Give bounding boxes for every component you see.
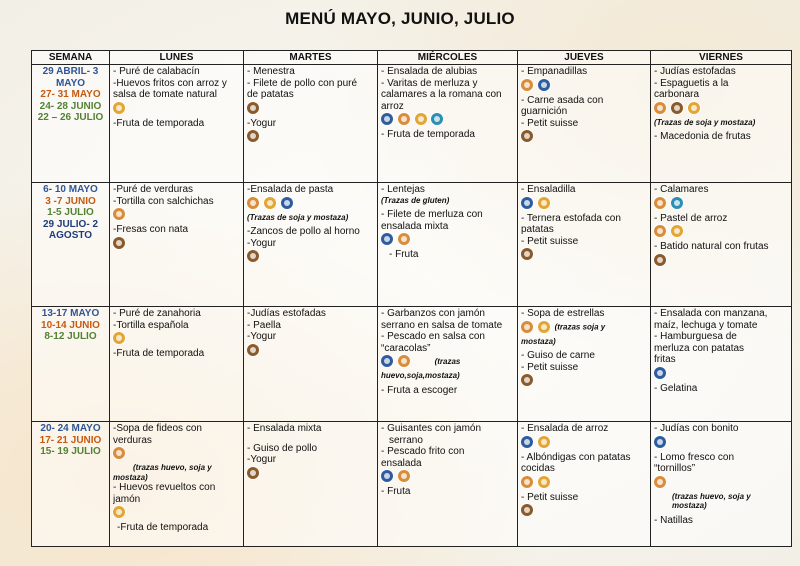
gluten-allergen-icon	[654, 225, 666, 237]
dish: -Zancos de pollo al horno	[247, 226, 360, 237]
week-row	[32, 422, 792, 547]
dish: - Macedonia de frutas	[654, 131, 751, 142]
header-row	[32, 51, 792, 65]
dish: - Empanadillas	[521, 66, 588, 77]
traces-note: (Trazas de soja y mostaza)	[654, 117, 756, 127]
week-dates	[32, 183, 110, 307]
date-range: 29 JULIO- 2	[42, 218, 99, 230]
fish-allergen-icon	[654, 367, 666, 379]
dish: - Petit suisse	[521, 117, 579, 129]
traces-note: (trazas	[434, 356, 461, 366]
milk-allergen-icon	[247, 344, 259, 356]
day-menu-jueves	[518, 65, 651, 183]
header-viernes: VIERNES	[651, 51, 792, 65]
date-range: 20- 24 MAYO	[40, 423, 101, 434]
week-dates	[32, 65, 110, 183]
day-menu-miercoles	[378, 183, 518, 307]
milk-allergen-icon	[247, 102, 259, 114]
gluten-allergen-icon	[654, 197, 666, 209]
gluten-allergen-icon	[521, 476, 533, 488]
week-dates	[32, 307, 110, 422]
milk-allergen-icon	[654, 254, 666, 266]
dish: - Calamares	[654, 184, 709, 195]
egg-allergen-icon	[113, 332, 125, 344]
date-range: 29 ABRIL- 3	[42, 66, 99, 77]
date-range: 27- 31 MAYO	[40, 89, 101, 100]
gluten-allergen-icon	[113, 208, 125, 220]
dish: verduras	[113, 434, 152, 446]
dish: - Natillas	[654, 514, 693, 526]
dish: - Judías estofadas	[654, 66, 736, 77]
day-menu-lunes	[110, 65, 244, 183]
date-range: MAYO	[55, 77, 86, 89]
dish: -Fruta de temporada	[117, 522, 209, 533]
day-menu-martes	[244, 422, 378, 547]
date-range: 8-12 JULIO	[44, 331, 97, 342]
fish-allergen-icon	[381, 470, 393, 482]
dish: -Huevos fritos con arroz y	[113, 77, 227, 89]
dish: -Judías estofadas	[247, 308, 326, 319]
milk-allergen-icon	[247, 130, 259, 142]
day-menu-viernes	[651, 307, 792, 422]
traces-note: mostaza)	[521, 336, 556, 346]
dish: -Fruta de temporada	[113, 348, 205, 359]
date-range: 17- 21 JUNIO	[39, 434, 102, 446]
header-miercoles: MIÉRCOLES	[378, 51, 518, 65]
week-dates	[32, 422, 110, 547]
traces-note: (trazas huevo, soja y	[133, 463, 212, 472]
dish: - Menestra	[247, 66, 295, 77]
dish: - Fruta a escoger	[381, 384, 458, 396]
gluten-allergen-icon	[521, 321, 533, 333]
dish: guarnición	[521, 106, 568, 117]
milk-allergen-icon	[113, 237, 125, 249]
egg-allergen-icon	[538, 476, 550, 488]
date-range: 3 -7 JUNIO	[45, 195, 96, 207]
fish-allergen-icon	[654, 436, 666, 448]
day-menu-lunes	[110, 422, 244, 547]
fish-allergen-icon	[538, 79, 550, 91]
page-title: MENÚ MAYO, JUNIO, JULIO	[285, 9, 515, 28]
day-menu-jueves	[518, 307, 651, 422]
dish: -Puré de verduras	[113, 184, 194, 195]
dish: -Yogur	[247, 454, 277, 465]
day-menu-martes	[244, 183, 378, 307]
dish: salsa de tomate natural	[113, 89, 217, 100]
dish: -Fresas con nata	[113, 224, 189, 235]
day-menu-jueves	[518, 422, 651, 547]
fish-allergen-icon	[281, 197, 293, 209]
dish: serrano en salsa de tomate	[381, 319, 503, 331]
dish: - Fruta de temporada	[381, 129, 475, 140]
dish: - Ensaladilla	[521, 184, 576, 195]
gluten-allergen-icon	[398, 470, 410, 482]
dish: fritas	[654, 354, 676, 365]
dish: “tornillos”	[654, 463, 696, 474]
date-range: 6- 10 MAYO	[43, 184, 98, 195]
dish: - Batido natural con frutas	[654, 241, 769, 252]
date-range: 10-14 JUNIO	[41, 319, 100, 331]
dish: -Sopa de fideos con	[113, 423, 202, 434]
dish: - Filete de merluza con	[381, 209, 483, 220]
dish: carbonara	[654, 89, 700, 100]
dish: - Huevos revueltos con	[113, 482, 216, 493]
egg-allergen-icon	[113, 102, 125, 114]
gluten-allergen-icon	[398, 355, 410, 367]
dish: -Fruta de temporada	[113, 117, 205, 129]
day-menu-lunes	[110, 183, 244, 307]
dish: - Hamburguesa de	[654, 331, 737, 342]
dish: -Yogur	[247, 117, 277, 129]
traces-note: (trazas soja y	[554, 322, 606, 332]
milk-allergen-icon	[671, 102, 683, 114]
dish: ensalada	[381, 457, 422, 469]
date-range: 24- 28 JUNIO	[39, 100, 102, 112]
dish: -Tortilla con salchichas	[113, 195, 214, 207]
dish: -Yogur	[247, 331, 277, 342]
dish: - Petit suisse	[521, 235, 579, 247]
day-menu-viernes	[651, 183, 792, 307]
dish: patatas	[521, 224, 554, 235]
dish: - Fruta	[389, 249, 419, 260]
mollusc-allergen-icon	[431, 113, 443, 125]
gluten-allergen-icon	[398, 113, 410, 125]
date-range: 13-17 MAYO	[41, 308, 100, 319]
dish: -Tortilla española	[113, 319, 189, 331]
dish: - Sopa de estrellas	[521, 308, 605, 319]
dish: jamón	[113, 493, 141, 505]
egg-allergen-icon	[538, 321, 550, 333]
dish: - Ensalada de arroz	[521, 423, 609, 434]
fish-allergen-icon	[521, 436, 533, 448]
dish: - Ensalada mixta	[247, 423, 322, 434]
dish: merluza con patatas	[654, 342, 745, 354]
milk-allergen-icon	[521, 248, 533, 260]
egg-allergen-icon	[538, 197, 550, 209]
dish: calamares a la romana con	[381, 89, 502, 100]
week-row	[32, 65, 792, 183]
day-menu-viernes	[651, 422, 792, 547]
traces-note: (Trazas de gluten)	[381, 195, 450, 205]
egg-allergen-icon	[671, 225, 683, 237]
dish: - Guiso de pollo	[247, 442, 318, 454]
dish: - Ensalada con manzana,	[654, 308, 768, 319]
fish-allergen-icon	[381, 113, 393, 125]
egg-allergen-icon	[415, 113, 427, 125]
fish-allergen-icon	[381, 355, 393, 367]
dish: - Carne asada con	[521, 94, 604, 106]
day-menu-martes	[244, 307, 378, 422]
dish: - Petit suisse	[521, 361, 579, 373]
date-range: 1-5 JULIO	[47, 207, 94, 218]
milk-allergen-icon	[521, 130, 533, 142]
week-row	[32, 307, 792, 422]
gluten-allergen-icon	[654, 102, 666, 114]
dish: cocidas	[521, 463, 555, 474]
egg-allergen-icon	[688, 102, 700, 114]
gluten-allergen-icon	[247, 197, 259, 209]
dish: - Lentejas	[381, 184, 425, 195]
dish: - Filete de pollo con puré	[247, 77, 358, 89]
dish: - Puré de zanahoria	[113, 308, 201, 319]
traces-note: (trazas huevo, soja y	[672, 491, 751, 501]
day-menu-jueves	[518, 183, 651, 307]
dish: - Puré de calabacín	[113, 66, 200, 77]
egg-allergen-icon	[538, 436, 550, 448]
header-jueves: JUEVES	[518, 51, 651, 65]
milk-allergen-icon	[521, 504, 533, 516]
day-menu-martes	[244, 65, 378, 183]
dish: de patatas	[247, 89, 294, 100]
traces-note: mostaza)	[113, 472, 148, 482]
traces-note: mostaza)	[672, 501, 707, 510]
dish: - Espaguetis a la	[654, 77, 729, 89]
dish: serrano	[389, 434, 423, 446]
traces-note: huevo,soja,mostaza)	[381, 371, 460, 380]
header-semana: SEMANA	[32, 51, 110, 65]
day-menu-viernes	[651, 65, 792, 183]
day-menu-lunes	[110, 307, 244, 422]
mollusc-allergen-icon	[671, 197, 683, 209]
dish: - Guisantes con jamón	[381, 423, 482, 434]
dish: - Pastel de arroz	[654, 212, 728, 224]
egg-allergen-icon	[264, 197, 276, 209]
egg-allergen-icon	[113, 506, 125, 518]
traces-note: (Trazas de soja y mostaza)	[247, 212, 349, 222]
fish-allergen-icon	[381, 233, 393, 245]
date-range: 22 – 26 JULIO	[37, 112, 104, 123]
day-menu-miercoles	[378, 422, 518, 547]
dish: ensalada mixta	[381, 220, 449, 232]
gluten-allergen-icon	[521, 79, 533, 91]
dish: “caracolas”	[381, 342, 431, 354]
dish: - Varitas de merluza y	[381, 77, 478, 89]
dish: - Fruta	[381, 486, 411, 497]
milk-allergen-icon	[247, 467, 259, 479]
date-range: AGOSTO	[48, 230, 93, 241]
dish: - Ensalada de alubias	[381, 66, 478, 77]
dish: - Garbanzos con jamón	[381, 308, 485, 319]
gluten-allergen-icon	[398, 233, 410, 245]
dish: - Ternera estofada con	[521, 212, 621, 224]
milk-allergen-icon	[247, 250, 259, 262]
gluten-allergen-icon	[113, 447, 125, 459]
dish: - Petit suisse	[521, 491, 579, 503]
dish: arroz	[381, 100, 404, 112]
header-lunes: LUNES	[110, 51, 244, 65]
milk-allergen-icon	[521, 374, 533, 386]
week-row	[32, 183, 792, 307]
gluten-allergen-icon	[654, 476, 666, 488]
dish: - Gelatina	[654, 382, 698, 394]
dish: - Guiso de carne	[521, 350, 595, 361]
day-menu-miercoles	[378, 307, 518, 422]
dish: - Pescado en salsa con	[381, 331, 485, 342]
fish-allergen-icon	[521, 197, 533, 209]
day-menu-miercoles	[378, 65, 518, 183]
dish: maíz, lechuga y tomate	[654, 319, 758, 331]
dish: - Judías con bonito	[654, 423, 739, 434]
dish: - Pescado frito con	[381, 446, 465, 457]
dish: - Paella	[247, 319, 281, 331]
date-range: 15- 19 JULIO	[40, 446, 101, 457]
dish: - Albóndigas con patatas	[521, 451, 631, 463]
dish: -Yogur	[247, 237, 277, 249]
dish: - Lomo fresco con	[654, 451, 735, 463]
menu-table	[31, 50, 792, 547]
header-martes: MARTES	[244, 51, 378, 65]
dish: -Ensalada de pasta	[247, 184, 334, 195]
